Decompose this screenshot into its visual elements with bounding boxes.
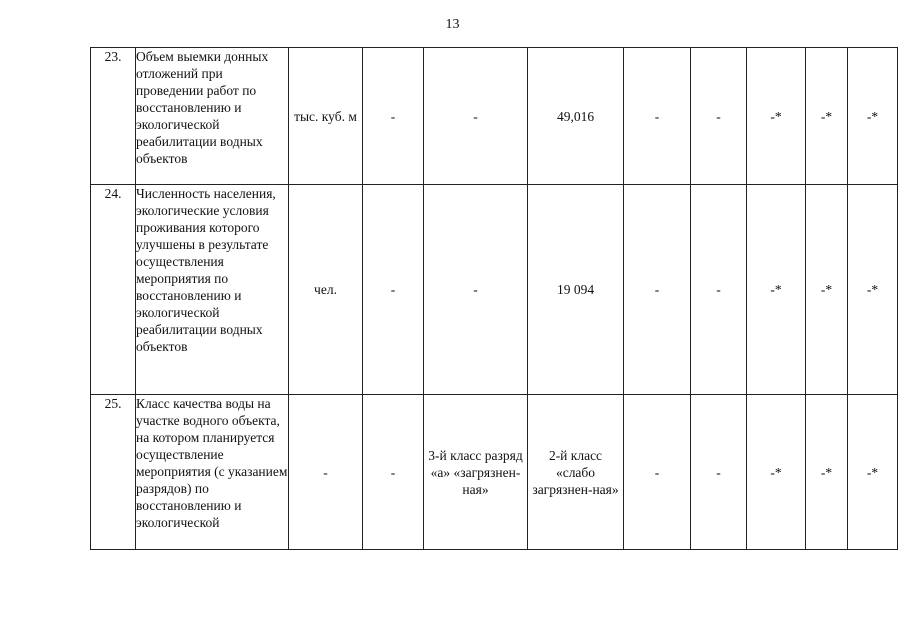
page-number: 13 (445, 17, 460, 32)
unit-cell: тыс. куб. м (289, 48, 363, 185)
table-row (91, 48, 898, 185)
value-cell: 2-й класс «слабо загрязнен-ная» (528, 395, 624, 550)
value-cell: -* (747, 395, 806, 550)
value-cell: - (624, 185, 691, 395)
unit-cell: чел. (289, 185, 363, 395)
value-cell: -* (806, 185, 848, 395)
value-cell: 49,016 (528, 48, 624, 185)
table-row (91, 185, 898, 395)
value-cell: - (691, 185, 747, 395)
value-cell: - (424, 185, 528, 395)
row-number: 23. (91, 48, 136, 185)
indicator-name: Класс качества воды на участке водного объекта, на котором планируется осуществление мероприятия (с указанием разрядов) по восстановлению и экологической (136, 395, 289, 550)
unit-cell: - (289, 395, 363, 550)
value-cell: 3-й класс разряд «а» «загрязнен-ная» (424, 395, 528, 550)
value-cell: - (624, 48, 691, 185)
value-cell: - (363, 48, 424, 185)
value-cell: - (624, 395, 691, 550)
value-cell: - (363, 395, 424, 550)
value-cell: -* (747, 185, 806, 395)
value-cell: - (424, 48, 528, 185)
value-cell: - (363, 185, 424, 395)
value-cell: - (691, 395, 747, 550)
value-cell: -* (806, 395, 848, 550)
indicators-table (90, 47, 898, 550)
value-cell: -* (806, 48, 848, 185)
row-number: 25. (91, 395, 136, 550)
value-cell: - (691, 48, 747, 185)
value-cell: -* (848, 185, 898, 395)
indicator-name: Объем выемки донных отложений при проведении работ по восстановлению и экологической реабилитации водных объектов (136, 48, 289, 185)
value-cell: -* (747, 48, 806, 185)
value-cell: -* (848, 48, 898, 185)
value-cell: -* (848, 395, 898, 550)
indicator-name: Численность населения, экологические условия проживания которого улучшены в результате осуществления мероприятия по восстановлению и экологической реабилитации водных объектов (136, 185, 289, 395)
row-number: 24. (91, 185, 136, 395)
table-row (91, 395, 898, 550)
value-cell: 19 094 (528, 185, 624, 395)
